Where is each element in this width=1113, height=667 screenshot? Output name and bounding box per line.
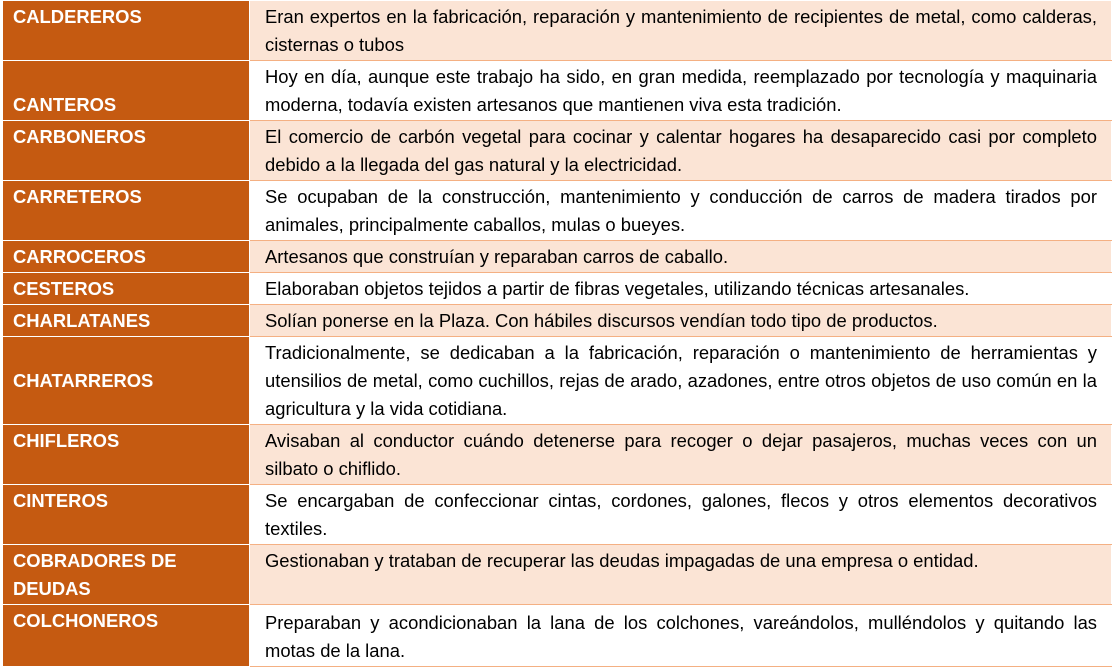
occupations-table-body [3, 1, 1112, 667]
term-cell: CINTEROS [3, 485, 250, 545]
term-cell: COLCHONEROS [3, 605, 250, 667]
description-cell: Preparaban y acondicionaban la lana de los colchones, vareándolos, mulléndolos y quitando las motas de la lana. [250, 605, 1112, 667]
description-cell: Avisaban al conductor cuándo detenerse para recoger o dejar pasajeros, muchas veces con un silbato o chiflido. [250, 425, 1112, 485]
term-cell: CHARLATANES [3, 305, 250, 337]
description-cell: Eran expertos en la fabricación, reparación y mantenimiento de recipientes de metal, como calderas, cisternas o tubos [250, 1, 1112, 61]
description-cell: Gestionaban y trataban de recuperar las deudas impagadas de una empresa o entidad. [250, 545, 1112, 605]
table-row [3, 425, 1112, 485]
term-cell: CARROCEROS [3, 241, 250, 273]
table-row [3, 337, 1112, 425]
term-cell: CARRETEROS [3, 181, 250, 241]
table-row [3, 1, 1112, 61]
table-row [3, 485, 1112, 545]
term-cell: CHATARREROS [3, 337, 250, 425]
table-row [3, 181, 1112, 241]
term-cell: COBRADORES DE DEUDAS [3, 545, 250, 605]
description-cell: Hoy en día, aunque este trabajo ha sido, en gran medida, reemplazado por tecnología y maquinaria moderna, todavía existen artesanos que mantienen viva esta tradición. [250, 61, 1112, 121]
description-cell: Elaboraban objetos tejidos a partir de fibras vegetales, utilizando técnicas artesanales. [250, 273, 1112, 305]
description-cell: Se encargaban de confeccionar cintas, cordones, galones, flecos y otros elementos decorativos textiles. [250, 485, 1112, 545]
table-row [3, 241, 1112, 273]
description-cell: Se ocupaban de la construcción, mantenimiento y conducción de carros de madera tirados por animales, principalmente caballos, mulas o bueyes. [250, 181, 1112, 241]
table-row [3, 273, 1112, 305]
table-row [3, 305, 1112, 337]
term-cell: CANTEROS [3, 61, 250, 121]
description-cell: El comercio de carbón vegetal para cocinar y calentar hogares ha desaparecido casi por completo debido a la llegada del gas natural y la electricidad. [250, 121, 1112, 181]
description-cell: Solían ponerse en la Plaza. Con hábiles discursos vendían todo tipo de productos. [250, 305, 1112, 337]
occupations-table [2, 0, 1112, 667]
description-cell: Tradicionalmente, se dedicaban a la fabricación, reparación o mantenimiento de herramientas y utensilios de metal, como cuchillos, rejas de arado, azadones, entre otros objetos de uso común en la agricultura y la vida cotidiana. [250, 337, 1112, 425]
table-row [3, 605, 1112, 667]
table-row [3, 61, 1112, 121]
table-row [3, 545, 1112, 605]
term-cell: CHIFLEROS [3, 425, 250, 485]
term-cell: CESTEROS [3, 273, 250, 305]
term-cell: CARBONEROS [3, 121, 250, 181]
description-cell: Artesanos que construían y reparaban carros de caballo. [250, 241, 1112, 273]
table-row [3, 121, 1112, 181]
term-cell: CALDEREROS [3, 1, 250, 61]
